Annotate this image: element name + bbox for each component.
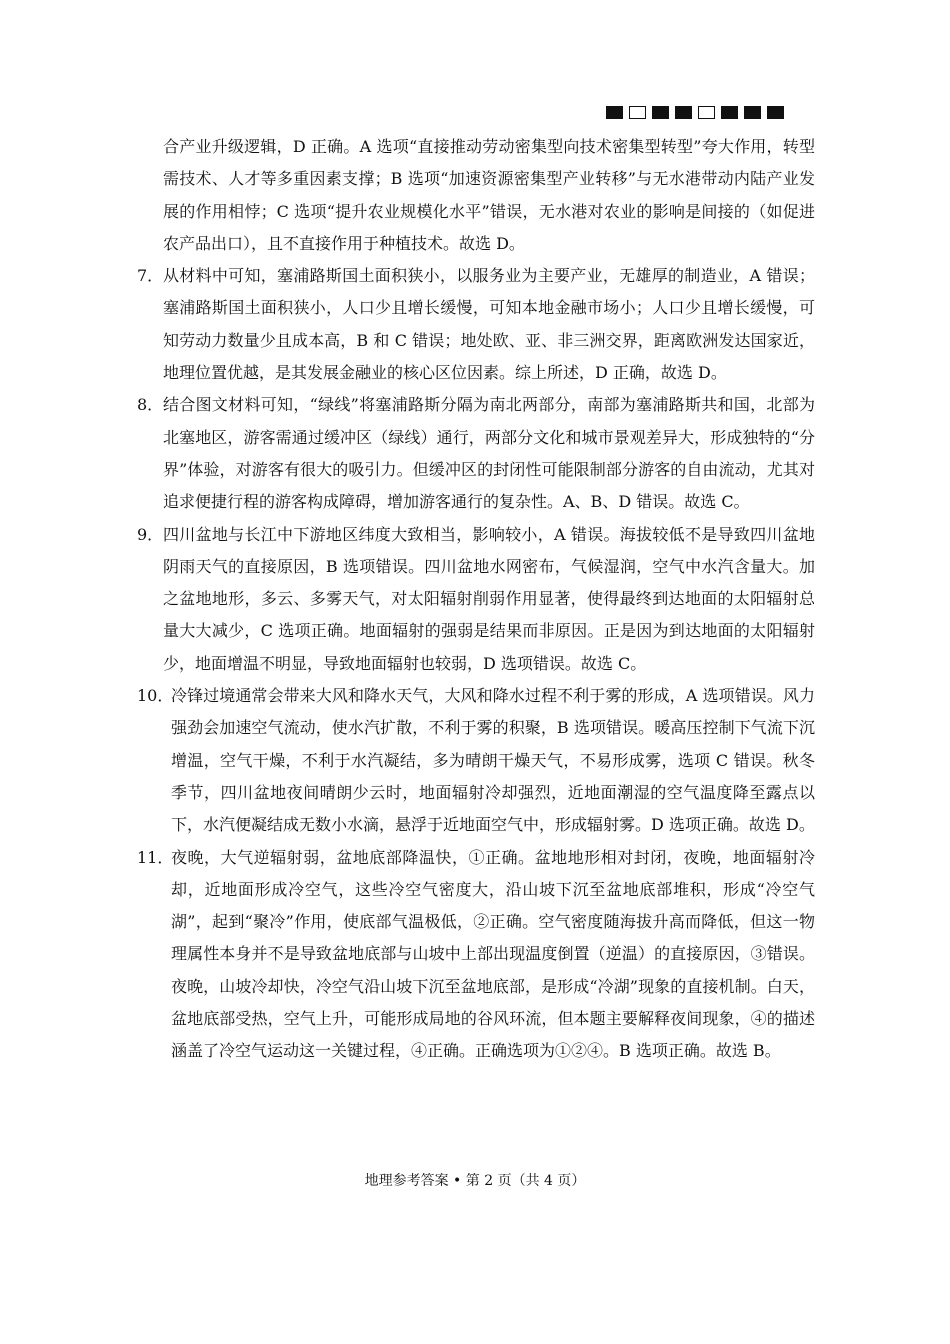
- item-text: 冷锋过境通常会带来大风和降水天气，大风和降水过程不利于雾的形成，A 选项错误。风力强劲会加速空气流动，使水汽扩散，不利于雾的积聚，B 选项错误。暖高压控制下气流下沉增温，空气干燥，不利于水汽凝结，多为晴朗干燥天气，不易形成雾，选项 C 错误。秋冬季节，四川盆地夜间晴朗少云时，地面辐射冷却强烈，近地面潮湿的空气温度降至露点以下，水汽便凝结成无数小水滴，悬浮于近地面空气中，形成辐射雾。D 选项正确。故选 D。: [171, 686, 815, 835]
- answer-item-11: [137, 842, 815, 1068]
- header-mark-open: [698, 106, 715, 119]
- header-mark-filled: [606, 106, 623, 119]
- header-mark-open: [629, 106, 646, 119]
- item-text: 结合图文材料可知，“绿线”将塞浦路斯分隔为南北两部分，南部为塞浦路斯共和国，北部为北塞地区，游客需通过缓冲区（绿线）通行，两部分文化和城市景观差异大，形成独特的“分界”体验，对游客有很大的吸引力。但缓冲区的封闭性可能限制部分游客的自由流动，尤其对追求便捷行程的游客构成障碍，增加游客通行的复杂性。A、B、D 错误。故选 C。: [163, 395, 815, 512]
- item-number: 10．: [137, 686, 174, 706]
- item-number: 11．: [137, 847, 174, 867]
- page-footer: 地理参考答案 • 第 2 页（共 4 页）: [364, 1173, 586, 1189]
- answer-item-7: [137, 260, 815, 389]
- answer-content: [137, 131, 815, 1068]
- item-text: 夜晚，大气逆辐射弱，盆地底部降温快，①正确。盆地地形相对封闭，夜晚，地面辐射冷却，近地面形成冷空气，这些冷空气密度大，沿山坡下沉至盆地底部堆积，形成“冷空气湖”，起到“聚冷”作用，使底部气温极低，②正确。空气密度随海拔升高而降低，但这一物理属性本身并不是导致盆地底部与山坡中上部出现温度倒置（逆温）的直接原因，③错误。夜晚，山坡冷却快，冷空气沿山坡下沉至盆地底部，是形成“冷湖”现象的直接机制。白天，盆地底部受热，空气上升，可能形成局地的谷风环流，但本题主要解释夜间现象，④的描述涵盖了冷空气运动这一关键过程，④正确。正确选项为①②④。B 选项正确。故选 B。: [171, 847, 815, 1061]
- header-mark-filled: [721, 106, 738, 119]
- header-marks: [606, 106, 784, 119]
- item-number: 7．: [137, 266, 164, 286]
- header-mark-filled: [744, 106, 761, 119]
- header-mark-filled: [767, 106, 784, 119]
- item-text: 从材料中可知，塞浦路斯国土面积狭小，以服务业为主要产业，无雄厚的制造业，A 错误；塞浦路斯国土面积狭小，人口少且增长缓慢，可知本地金融市场小；人口少且增长缓慢，可知劳动力数量少且成本高，B 和 C 错误；地处欧、亚、非三洲交界，距离欧洲发达国家近，地理位置优越，是其发展金融业的核心区位因素。综上所述，D 正确，故选 D。: [163, 266, 815, 383]
- item-text: 四川盆地与长江中下游地区纬度大致相当，影响较小，A 错误。海拔较低不是导致四川盆地阴雨天气的直接原因，B 选项错误。四川盆地水网密布，气候湿润，空气中水汽含量大。加之盆地地形，多云、多雾天气，对太阳辐射削弱作用显著，使得最终到达地面的太阳辐射总量大大减少，C 选项正确。地面辐射的强弱是结果而非原因。正是因为到达地面的太阳辐射少，地面增温不明显，导致地面辐射也较弱，D 选项错误。故选 C。: [163, 524, 815, 673]
- item-number: 8．: [137, 395, 164, 415]
- item-number: 9．: [137, 524, 164, 544]
- header-mark-filled: [652, 106, 669, 119]
- answer-item-8: [137, 389, 815, 518]
- answer-item-10: [137, 680, 815, 841]
- continuation-paragraph: 合产业升级逻辑，D 正确。A 选项“直接推动劳动密集型向技术密集型转型”夸大作用，转型需技术、人才等多重因素支撑；B 选项“加速资源密集型产业转移”与无水港带动内陆产业发展的作用相悖；C 选项“提升农业规模化水平”错误，无水港对农业的影响是间接的（如促进农产品出口），且不直接作用于种植技术。故选 D。: [163, 137, 815, 253]
- answer-item-9: [137, 519, 815, 680]
- header-mark-filled: [675, 106, 692, 119]
